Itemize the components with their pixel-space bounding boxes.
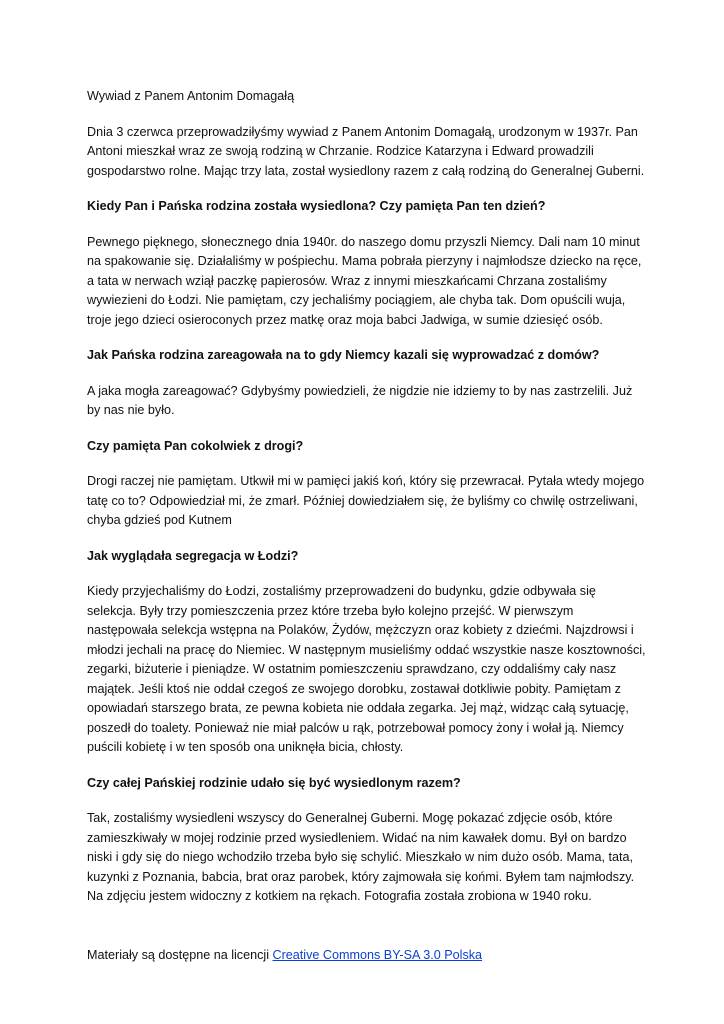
document-body (87, 87, 647, 923)
answer-2: A jaka mogła zareagować? Gdybyśmy powiedzieli, że nigdzie nie idziemy to by nas zastrzelili. Już by nas nie było. (87, 383, 633, 417)
question-3: Czy pamięta Pan cokolwiek z drogi? (87, 438, 304, 453)
intro-paragraph: Dnia 3 czerwca przeprowadziłyśmy wywiad z Panem Antonim Domagałą, urodzonym w 1937r. Pan Antoni mieszkał wraz ze swoją rodziną w Chrzanie. Rodzice Katarzyna i Edward prowadzili gospodarstwo rolne. Mając trzy lata, został wysiedlony razem z całą rodziną do Generalnej Guberni. (87, 124, 645, 178)
answer-1: Pewnego pięknego, słonecznego dnia 1940r. do naszego domu przyszli Niemcy. Dali nam 10 minut na spakowanie się. Działaliśmy w pośpiechu. Mama pobrała pierzyny i najmłodsze dziecko na ręce, a tata w nerwach wziął paczkę papierosów. Wraz z innymi mieszkańcami Chrzana zostaliśmy wywiezieni do Łodzi. Nie pamiętam, czy jechaliśmy pociągiem, ale chyba tak. Dom opuścili wuja, troje jego dzieci osieroconych przez matkę oraz moja babci Jadwiga, w sumie dziesięć osób. (87, 234, 642, 327)
document-title: Wywiad z Panem Antonim Domagałą (87, 89, 295, 103)
answer-5: Tak, zostaliśmy wysiedleni wszyscy do Generalnej Guberni. Mogę pokazać zdjęcie osób, które zamieszkiwały w mojej rodzinie przed wysiedleniem. Widać na nim kawałek domu. Był on bardzo niski i gdy się do niego wchodziło trzeba było się schylić. Mieszkało w nim dużo osób. Mama, tata, kuzynki z Poznania, babcia, brat oraz parobek, który zajmowała się końmi. Byłem tam najmłodszy. Na zdjęciu jestem widoczny z kotkiem na rękach. Fotografia została zrobiona w 1940 roku. (87, 811, 635, 903)
question-5: Czy całej Pańskiej rodzinie udało się być wysiedlonym razem? (87, 775, 461, 790)
license-link[interactable]: Creative Commons BY-SA 3.0 Polska (272, 948, 483, 962)
answer-4: Kiedy przyjechaliśmy do Łodzi, zostaliśmy przeprowadzeni do budynku, gdzie odbywała się selekcja. Były trzy pomieszczenia przez które trzeba było kolejno przejść. W pierwszym następowała selekcja wstępna na Polaków, Żydów, mężczyzn oraz kobiety z dziećmi. Najzdrowsi i młodzi jechali na pracę do Niemiec. W następnym musieliśmy oddać wszystkie nasze kosztowności, zegarki, biżuterie i pieniądze. W ostatnim pomieszczeniu sprawdzano, czy oddaliśmy cały nasz majątek. Jeśli ktoś nie oddał czegoś ze swojego dorobku, zostawał dotkliwie pobity. Pamiętam z opowiadań starszego brata, ze pewna kobieta nie oddała zegarka. Jej mąż, widząc całą sytuację, poszedł do toalety. Ponieważ nie miał palców u rąk, potrzebował pomocy żony i wołał ją. Niemcy puścili kobietę i w ten sposób ona uniknęła bicia, chłosty. (87, 584, 646, 754)
license-footer (87, 946, 647, 965)
question-4: Jak wyglądała segregacja w Łodzi? (87, 548, 299, 563)
question-2: Jak Pańska rodzina zareagowała na to gdy Niemcy kazali się wyprowadzać z domów? (87, 348, 600, 362)
question-1: Kiedy Pan i Pańska rodzina została wysiedlona? Czy pamięta Pan ten dzień? (87, 199, 546, 213)
license-text: Materiały są dostępne na licencji (87, 948, 273, 962)
answer-3: Drogi raczej nie pamiętam. Utkwił mi w pamięci jakiś koń, który się przewracał. Pytała wtedy mojego tatę co to? Odpowiedział mi, że zmarł. Później dowiedziałem się, że byliśmy co chwilę ostrzeliwani, chyba gdzieś pod Kutnem (87, 474, 645, 527)
